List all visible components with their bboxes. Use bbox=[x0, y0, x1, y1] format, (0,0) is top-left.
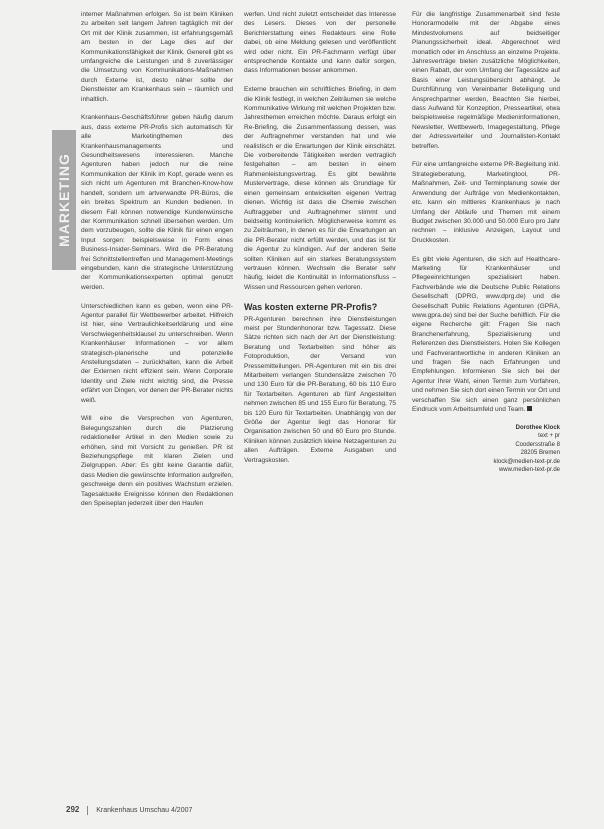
section-heading: Was kosten externe PR-Profis? bbox=[244, 301, 378, 312]
paragraph: Für die langfristige Zusammenarbeit sind feste Honorarmodelle mit der Abgabe eines Mindestvolumens auf beidseitiger Planungssicherheit ideal. Abgerechnet wird monatlich oder im Anschluss an einzelne Projekte. Jahresverträge bieten zusätzliche Möglichkeiten, einen Rabatt, der vom Umfang der Tagessätze auf Basis einer Leistungsübersicht abhängt. Je Durchführung von Vereinbarter Beteiligung und Ansprechpartner werden, Beachten Sie hierbei, dass Aufwand für Konzeption, Presseartikel, etwa beispielsweise regelmäßige Medieninformationen, Newsletter, Wettbewerb, Imagegestaltung, Pflege der Adressverteiler und Journalisten-Kontakt betreffen. bbox=[412, 11, 560, 150]
author-website: www.medien-text-pr.de bbox=[498, 467, 560, 474]
page-footer bbox=[66, 805, 192, 815]
section-tab-label: MARKETING bbox=[56, 153, 72, 247]
paragraph: PR-Agenturen berechnen ihre Dienstleistungen meist per Stundenhonorar bzw. Tagessatz. Diese Sätze richten sich nach der Art der Dienstleistung: Beratung und Textarbeiten sind höher als Fotoproduktion, der Versand von Pressemitteilungen. PR-Agenturen mit ein bis drei Mitarbeitern verlangen Stundensätze zwischen 70 und 130 Euro für die PR-Beratung, 60 bis 110 Euro für Textarbeiten. Agenturen ab fünf Angestellten nehmen zwischen 85 und 155 Euro für Beratung, 75 bis 120 Euro für Textarbeiten. Unabhängig von der Größe der Agentur liegt das Honorar für Organisation zwischen 50 und 60 Euro pro Stunde. Kliniken können zusätzlich kleine Netzagenturen zu allen Aufträgen. Externe Ausgaben und Vertragskosten. bbox=[244, 315, 396, 464]
paragraph: Unterschiedlichen kann es geben, wenn eine PR-Agentur parallel für Wettbewerber arbeitet. Hilfreich ist hier, eine Vertraulichkeitserklärung und eine Verschwiegenheitsklausel zu unterschreiben. Wenn Krankenhäuser Informationen – vor allem strategisch-planerische und potenzielle Anstellungsdaten – zurückhalten, kann die Arbeit der Externen nicht effizient sein. Wenn Corporate Identity und Ziele nicht wichtig sind, die Presse erfährt von Dingen, vor denen der PR-Berater nichts weiß. bbox=[81, 302, 233, 404]
paragraph: Externe brauchen ein schriftliches Briefing, in dem die Klinik festlegt, in welchen Zeiträumen sie welche Kommunikative Wirkung mit welchen Projekten bzw. Jahresthemen erreichen möchte. Daraus erfolgt ein Re-Briefing, die Zusammenfassung dessen, was der Auftragnehmer verstanden hat und wie realistisch er die Erwartungen der Klinik einschätzt. Die vorbereitende Tätigkeiten werden vertraglich festgehalten – am besten in einem Rahmenleistungsvertrag. Es gibt bewährte Mustervertrage, diese können als Grundlage für einen gemeinsam entwickelten eigenen Vertrag dienen. Wichtig ist dass die Chemie zwischen Auftraggeber und Auftragnehmer stimmt und beidseitig kontinuierlich. Möglicherweise kommt es zu Zeiträumen, in denen es für die Erwartungen an die PR-Berater nicht erfüllt werden, und das ist für die Agentur zu kündigen. Auf der anderen Seite sollten Kliniken auf ein starkes Beratungssystem vertrauen können. Wechseln die Berater sehr häufig, leidet die Kontinuität in Informationsfluss – Wissen und Ressourcen gehen verloren. bbox=[244, 86, 396, 291]
paragraph: interner Maßnahmen erfolgen. So ist beim Kliniken zu arbeiten seit langem Jahren tagtäglich mit der Ort mit der Klinik zusammen, ist erfahrungsgemäß am besten in der Lage dies auf der Kommunikationsfähigkeit der Klinik. Generell gibt es umfangreiche die Leistungen und 8 zuverlässiger die Umsetzung von Kommunikations-Maßnahmen durch Externe ist, desto näher sollte der Dienstleister am Krankenhaus sein – räumlich und inhaltlich. bbox=[81, 11, 233, 103]
author-signature bbox=[412, 424, 560, 475]
author-email: klock@medien-text-pr.de bbox=[493, 458, 560, 465]
paragraph-last bbox=[412, 255, 560, 415]
page-number: 292 bbox=[66, 805, 80, 814]
publication-name: Krankenhaus Umschau 4/2007 bbox=[96, 807, 193, 814]
end-mark-icon bbox=[527, 406, 532, 411]
paragraph: Will eine die Versprechen von Agenturen, Belegungszahlen durch die Platzierung redaktioneller Artikel in den Medien sowie zu erhöhen, sind mit Vorsicht zu genießen. PR ist Beziehungspflege mit klaren Zielen und Zielgruppen. Aber: Es gibt keine Garantie dafür, dass Medien die gewünschte Information aufgreifen, geschweige denn ein positives Wachstum erzielen. Tagesaktuelle Ereignisse können den Redaktionen den Speiseplan jederzeit über den Haufen bbox=[81, 415, 233, 508]
text-column-2 bbox=[244, 10, 396, 474]
footer-divider bbox=[87, 806, 88, 815]
author-street: Coodersstraße 8 bbox=[515, 441, 560, 448]
paragraph: Für eine umfangreiche externe PR-Begleitung inkl. Strategieberatung, Marketingtool, PR-Maßnahmen, Zeit- und Terminplanung sowie der Anwendung der Aufträge von Medienkontakten, etc. kann ein mittleres Krankenhaus je nach Umfang der Abläufe und Themen mit einem Budget zwischen 30.000 und 50.000 Euro pro Jahr rechnen – inklusive Anzeigen, Layout und Druckkosten. bbox=[412, 161, 560, 244]
paragraph: Krankenhaus-Geschäftsführer geben häufig darum aus, dass externe PR-Profis sich automatisch für alle Marketingthemen des Krankenhausmanagements und Gesundheitswesens interessieren. Manche Agenturen haben jedoch nur die reine Kommunikation der Klinik im Kopf, gerade wenn es sich nicht um Agenturen mit Branchen-Know-how handelt, sondern um artverwandte PR-Büros, die ein breites Spektrum an Kunden bedienen. In diesem Fall können notwendige Kundenwünsche der Kommunikation schnell übersehen werden. Um dem vorzubeugen, sollte die Klinik für einen engen Input sorgen: beispielsweise in Form eines Business-Insider-Seminars. Wird die PR-Beratung frei Schnittstellentreffen und Management-Meetings eingebunden, kann die strategische Unterstützung der Kommunikationsexperten optimal genutzt werden. bbox=[81, 114, 233, 291]
text-column-1 bbox=[81, 10, 233, 518]
paragraph: werfen. Und nicht zuletzt entscheidet das Interesse des Lesers. Dieses von der personelle Berichterstattung eines Redakteurs eine Rolle dabei, ob eine Meldung gelesen und veröffentlicht wird oder nicht. Ein PR-Fachmann verfügt über entsprechende Kontakte und kann dafür sorgen, dass Informationen besser ankommen. bbox=[244, 11, 396, 75]
text-column-3 bbox=[412, 10, 560, 475]
author-city: 28205 Bremen bbox=[520, 450, 560, 457]
paragraph-text: Es gibt viele Agenturen, die sich auf Healthcare-Marketing für Krankenhäuser und Pflegeeinrichtungen spezialisiert haben. Fachverbände wie die Deutsche Public Relations Gesellschaft (DPRG, www.dprg.de) und die Gesellschaft Public Relations Agenturen (GPRA, www.gpra.de) sind bei der Suche behilflich. Für die eigene Recherche gilt: Fragen Sie nach Branchenerfahrung, Spezialisierung und Referenzen des Dienstleisters. Holen Sie Kollegen und Fachverantwortliche in anderen Kliniken an und fragen Sie nach Erfahrungen und Empfehlungen. Informieren Sie sich bei der Agentur Ihrer Wahl, einen Termin zum Vorfahren, und nehmen Sie sich dort einen Termin vor Ort und verschaffen Sie sich einen ganz persönlichen Eindruck vom Arbeitsumfeld und Team. bbox=[412, 255, 560, 414]
author-company: text + pr bbox=[538, 433, 560, 440]
section-tab bbox=[52, 130, 76, 270]
author-name: Dorothee Klock bbox=[515, 424, 560, 431]
